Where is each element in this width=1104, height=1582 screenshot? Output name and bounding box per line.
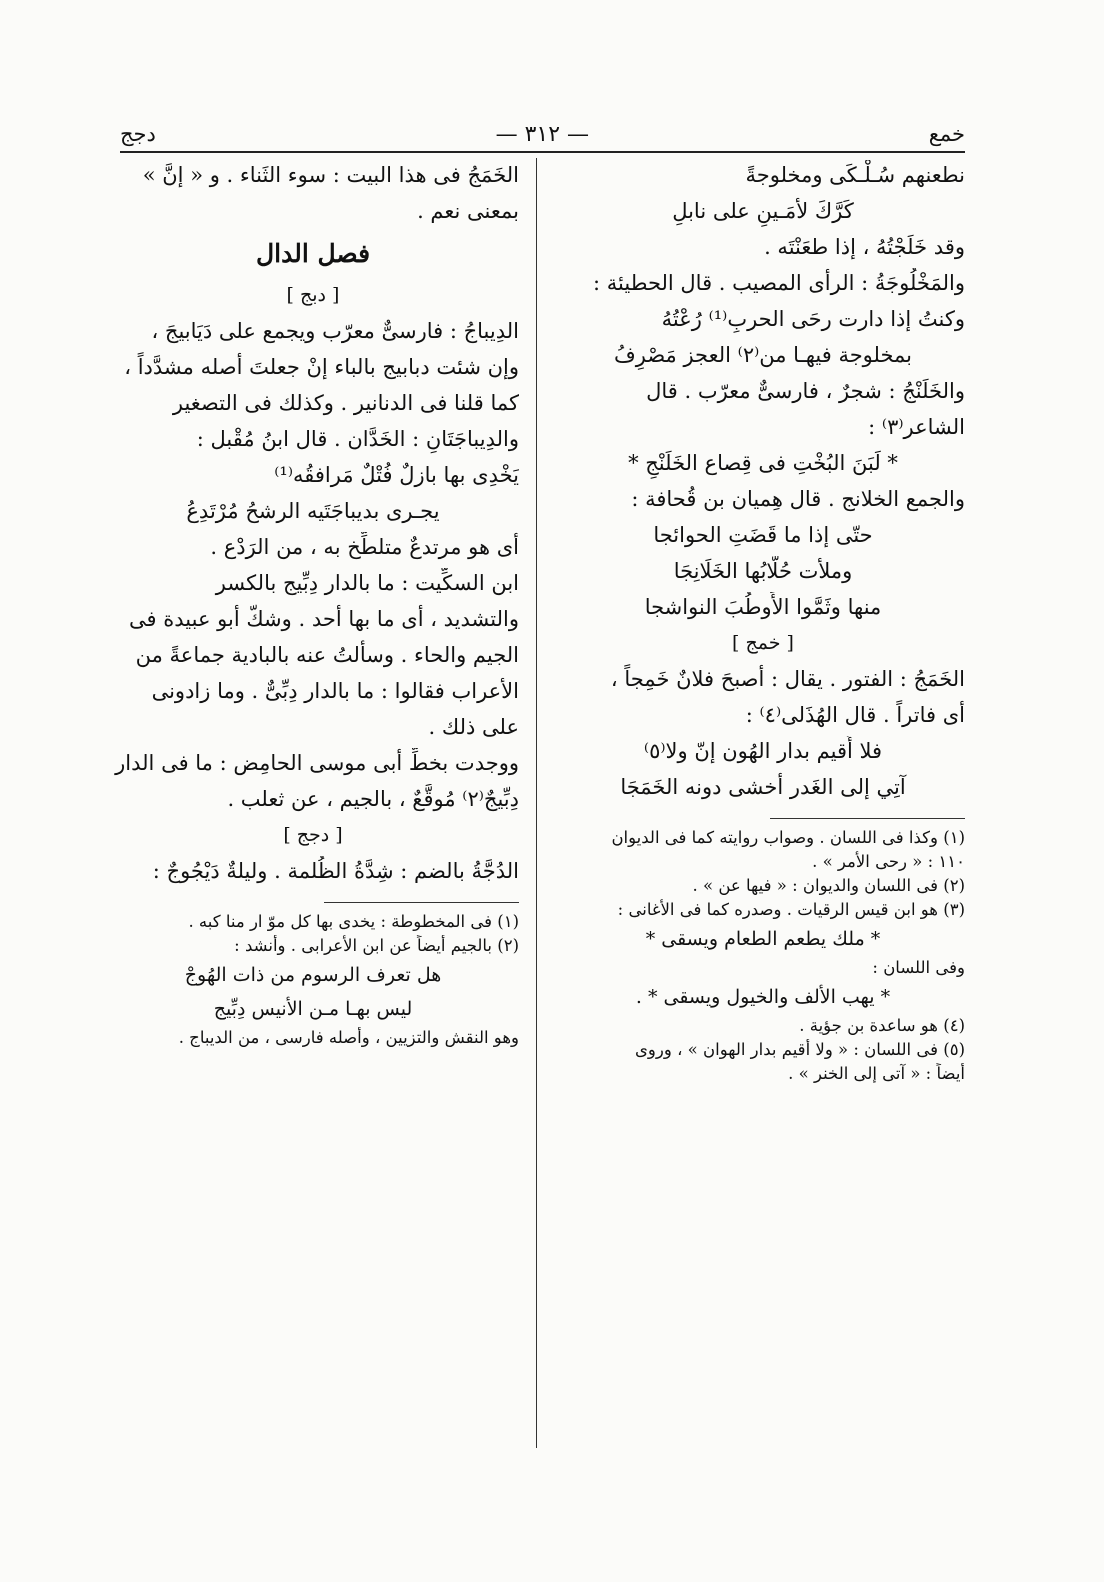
left-column [107,160,519,1051]
verse-line: وكنتُ إذا دارت رحَى الحربِ⁽¹⁾ رُعْتُهُ [661,307,965,331]
footnote-line: ١١٠ : « رحى الأمر » . [812,852,965,871]
text-line: الأعراب فقالوا : ما بالدار دِبِّىٌّ . وما زادونى [151,679,519,703]
header-rule [120,151,965,153]
text-line: على ذلك . [428,715,519,739]
text-line: والخَلَنْجُ : شجرٌ ، فارسىٌّ معرّب . قال [646,379,965,403]
verse-line: منها وثَمَّوا الأَوطُبَ النواشجا [644,595,882,619]
footnote-rule [770,818,965,819]
verse-line: آتِي إلى الغَدر أخشى دونه الخَمَجَا [620,775,906,799]
section-heading: فصل الدال [255,239,371,268]
footnote-line: (٥) فى اللسان : « ولا أقيم بدار الهوان » ، وروى [635,1040,965,1059]
footnote-line: (٢) بالجيم أيضاً عن ابن الأعرابى . وأنشد : [234,936,519,955]
footnote-line: (٤) هو ساعدة بن جؤية . [799,1016,965,1035]
text-line: دِبِّيجٌ⁽٢⁾ مُوقَّعٌ ، بالجيم ، عن ثعلب . [227,787,519,811]
footnote-line: (١) فى المخطوطة : يخدى بها كل موّ ار منا كبه . [188,912,519,931]
text-line: أى فاتراً . قال الهُذَلى⁽٤⁾ : [745,703,965,727]
verse-line: بمخلوجة فيهـا من⁽٢⁾ العجز مَصْرِفُ [613,343,913,367]
text-line: والمَخْلُوجَةُ : الرأى المصيب . قال الحطيئة : [593,271,965,295]
header-left-word: دجج [120,122,156,146]
text-line: الدُجَّةُ بالضم : شِدَّةُ الظُلمة . وليلةٌ دَيْجُوجٌ : [152,859,519,883]
text-line: والجمع الخلانج . قال هِميان بن قُحافة : [631,487,965,511]
verse-line: يجـرى بديباجَتَيه الرشحُ مُرْتَدِعُ [186,499,440,523]
footnote-verse: * يهب الألف والخيول ويسقى * . [635,986,891,1008]
text-line: الخَمَجُ : الفتور . يقال : أصبحَ فلانٌ خَمِجاً ، [610,667,965,691]
text-line: وقد خَلَجْتُهُ ، إذا طعَنْتَه . [764,235,965,259]
footnote-line: (١) وكذا فى اللسان . وصواب روايته كما فى الديوان [611,828,965,847]
footnote-line: وهو النقش والتزيين ، وأصله فارسى ، من الديباج . [178,1028,519,1047]
entry-root-heading: [ دبج ] [286,284,340,306]
footnote-line: أيضاً : « آتى إلى الخنر » . [788,1064,965,1083]
running-header [120,118,965,150]
text-line: الدِيباجُ : فارسىٌّ معرّب ويجمع على دَيَابيجَ ، [151,319,519,343]
verse-line: وملأت حُلّابُها الخَلَانِجَا [673,559,853,583]
text-line: كما قلنا فى الدنانير . وكذلك فى التصغير [172,391,519,415]
text-line: الجيم والحاء . وسألتُ عنه بالبادية جماعةً من [135,643,519,667]
text-line: وإن شئت دبابيج بالباء إنْ جعلتَ أصله مشدَّداً ، [124,355,519,379]
text-line: نطعنهم سُـلْـكَى ومخلوجةً [745,163,965,187]
text-line: والتشديد ، أى ما بها أحد . وشكّ أبو عبيدة فى [129,607,519,631]
verse-line: يَخْدِى بها بازلٌ فُتْلٌ مَرافقُه⁽¹⁾ [274,463,519,487]
text-line: ووجدت بخطِّ أبى موسى الحامِض : ما فى الدار [115,751,519,775]
footnote-verse: هل تعرف الرسوم من ذات الهُوجْ [184,964,442,986]
text-line: بمعنى نعم . [417,199,519,223]
column-divider [536,158,537,1448]
header-right-word: خمع [928,122,965,146]
verse-line: فلا أُقيم بدار الهُون إنّ ولا⁽٥⁾ [643,739,883,763]
entry-root-heading: [ دجج ] [283,824,343,846]
text-line: الخَمَجُ فى هذا البيت : سوء الثَناء . و « إنَّ » [142,163,519,187]
text-line: والدِيباجَتَانِ : الخَدَّان . قال ابنُ مُقْبل : [196,427,519,451]
verse-line: حتّى إذا ما قَضَتِ الحوائجا [653,523,873,547]
page-number: — ٣١٢ — [495,121,590,147]
text-line: الشاعر⁽٣⁾ : [868,415,965,439]
entry-root-heading: [ خمج ] [732,632,794,654]
footnote-rule [324,902,519,903]
footnote-verse: ليس بهـا مـن الأنيس دِبِّيج [213,998,413,1020]
right-column [561,160,965,1087]
verse-line: * لَبَنَ البُخْتِ فى قِصاع الخَلَنْجِ * [628,451,898,475]
footnote-line: وفى اللسان : [872,958,965,977]
footnote-line: (٣) هو ابن قيس الرقيات . وصدره كما فى الأغانى : [617,900,965,919]
text-line: أى هو مرتدعٌ متلطِّخ به ، من الرَدْع . [210,535,519,559]
footnote-line: (٢) فى اللسان والديوان : « فيها عن » . [692,876,965,895]
verse-line: كَرَّكَ لأمَـينِ على نابلِ [672,199,854,223]
footnote-verse: * ملك يطعم الطعام ويسقى * [645,928,881,950]
text-line: ابن السكِّيت : ما بالدار دِبِّيج بالكسر [215,571,519,595]
